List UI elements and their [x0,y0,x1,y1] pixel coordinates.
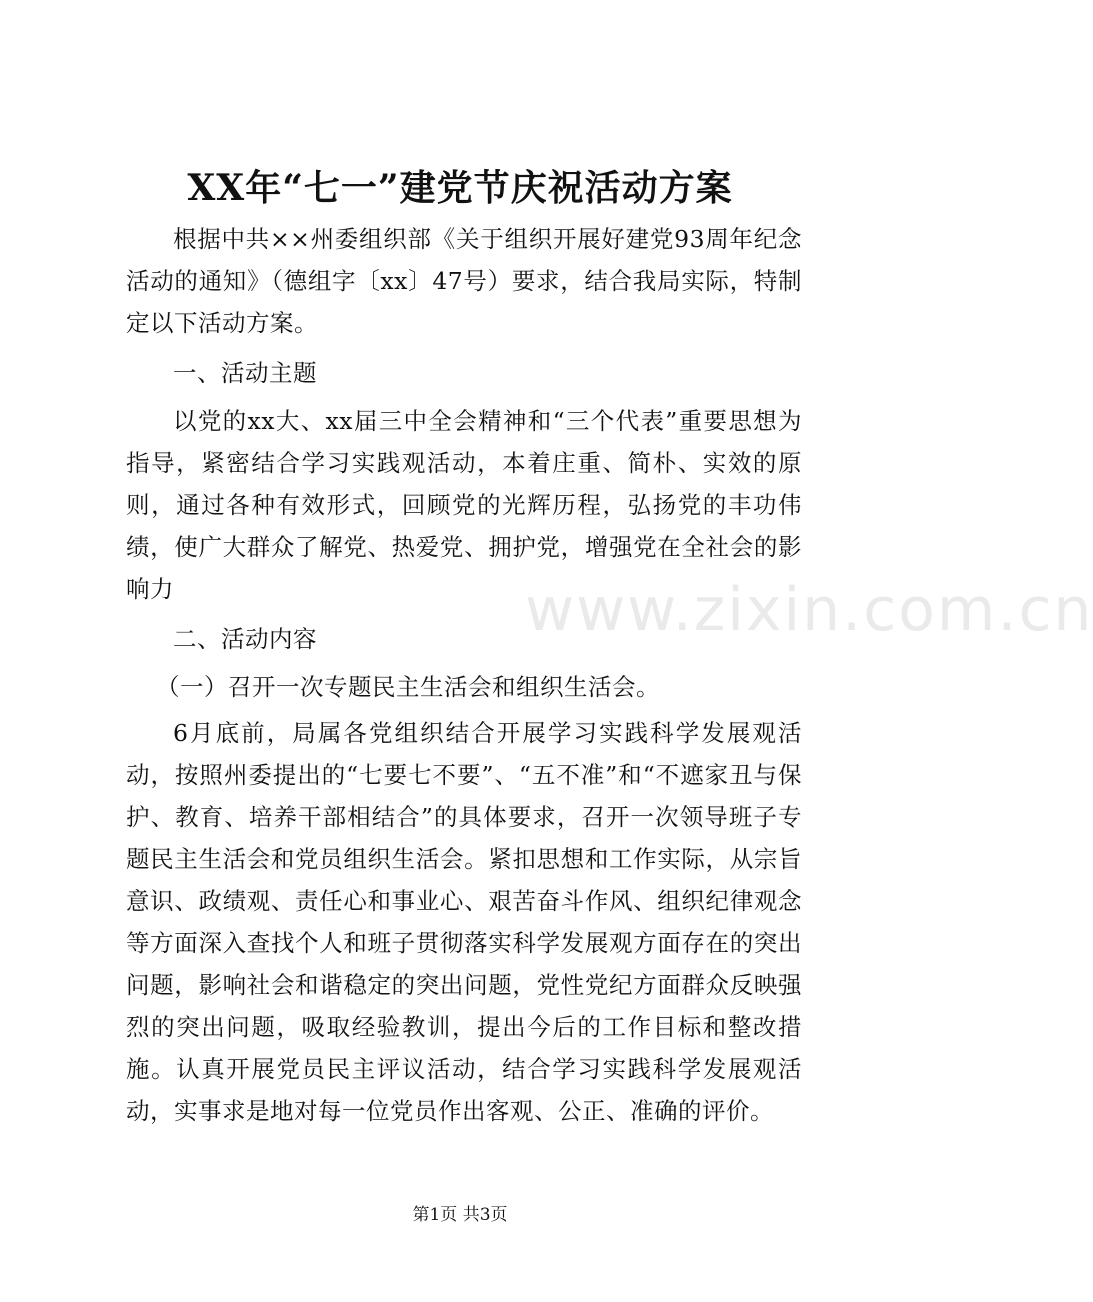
section1-heading: 一、活动主题 [173,359,317,387]
page-footer: 第1页 共3页 [412,1205,508,1225]
document-title: XX年“七一”建党节庆祝活动方案 [187,167,733,209]
subsection1-heading: （一）召开一次专题民主生活会和组织生活会。 [156,673,660,701]
intro-paragraph: 根据中共××州委组织部《关于组织开展好建党93周年纪念活动的通知》（德组字〔xx〕47号）要求，结合我局实际，特制定以下活动方案。 [126,225,802,337]
watermark: www.zixin.com.cn [525,575,1093,645]
subsection1-paragraph: 6月底前，局属各党组织结合开展学习实践科学发展观活动，按照州委提出的“七要七不要”、“五不准”和“不遮家丑与保护、教育、培养干部相结合”的具体要求，召开一次领导班子专题民主生活会和党员组织生活会。紧扣思想和工作实际，从宗旨意识、政绩观、责任心和事业心、艰苦奋斗作风、组织纪律观念等方面深入查找个人和班子贯彻落实科学发展观方面存在的突出问题，影响社会和谐稳定的突出问题，党性党纪方面群众反映强烈的突出问题，吸取经验教训，提出今后的工作目标和整改措施。认真开展党员民主评议活动，结合学习实践科学发展观活动，实事求是地对每一位党员作出客观、公正、准确的评价。 [126,719,802,1125]
section2-heading: 二、活动内容 [173,625,317,653]
section1-paragraph: 以党的xx大、xx届三中全会精神和“三个代表”重要思想为指导，紧密结合学习实践观活动，本着庄重、简朴、实效的原则，通过各种有效形式，回顾党的光辉历程，弘扬党的丰功伟绩，使广大群众了解党、热爱党、拥护党，增强党在全社会的影响力 [126,407,802,603]
document-body [126,218,802,1132]
